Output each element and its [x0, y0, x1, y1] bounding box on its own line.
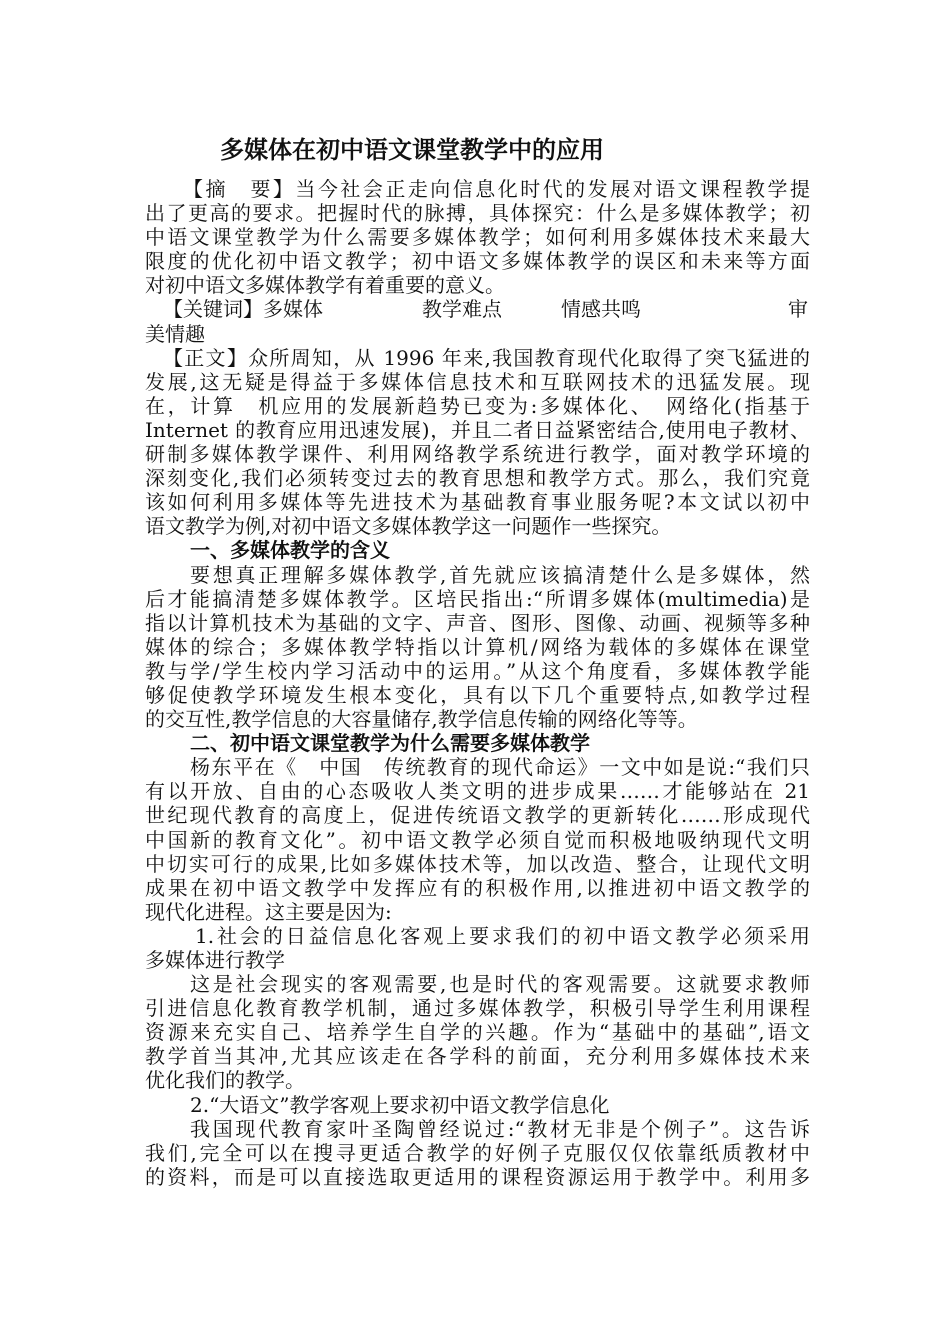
body-line: 该如何利用多媒体等先进技术为基础教育事业服务呢?本文试以初中 [145, 490, 810, 515]
keyword: 情感共鸣 [561, 297, 641, 322]
body-line: 教学首当其冲,尤其应该走在各学科的前面，充分利用多媒体技术来 [145, 1044, 810, 1069]
body-line: 在，计算 机应用的发展新趋势已变为:多媒体化、 网络化(指基于 [145, 393, 810, 418]
body-line: 媒体的综合；多媒体教学特指以计算机/网络为载体的多媒体在课堂 [145, 634, 810, 659]
abstract-line: 限度的优化初中语文教学；初中语文多媒体教学的误区和未来等方面 [145, 249, 810, 274]
body-line: 杨东平在《 中国 传统教育的现代命运》一文中如是说:“我们只 [190, 755, 810, 780]
body-line: 研制多媒体教学课件、利用网络教学系统进行教学，面对教学环境的 [145, 442, 810, 467]
body-line: 中切实可行的成果,比如多媒体技术等，加以改造、整合，让现代文明 [145, 851, 810, 876]
body-line: 有以开放、自由的心态吸收人类文明的进步成果……才能够站在 21 [145, 779, 810, 804]
abstract-line: 【摘 要】当今社会正走向信息化时代的发展对语文课程教学提 [183, 177, 810, 201]
keywords-label: 【关键词】多媒体 [163, 297, 323, 322]
body-line: 要想真正理解多媒体教学,首先就应该搞清楚什么是多媒体，然 [190, 562, 810, 587]
keywords-line [145, 297, 810, 321]
body-line: 的交互性,教学信息的大容量储存,教学信息传输的网络化等等。 [145, 707, 698, 732]
abstract-line: 出了更高的要求。把握时代的脉搏，具体探究：什么是多媒体教学；初 [145, 201, 810, 226]
body-line: 引进信息化教育教学机制，通过多媒体教学，积极引导学生利用课程 [145, 996, 810, 1021]
body-line: 世纪现代教育的高度上，促进传统语文教学的更新转化……形成现代 [145, 803, 810, 828]
subsection-heading: 多媒体进行教学 [145, 948, 285, 972]
body-line: 我国现代教育家叶圣陶曾经说过:“教材无非是个例子”。这告诉 [190, 1116, 810, 1141]
abstract-line: 对初中语文多媒体教学有着重要的意义。 [145, 273, 505, 298]
body-line: 【正文】众所周知，从 1996 年来,我国教育现代化取得了突飞猛进的 [163, 345, 810, 370]
section-heading: 二、初中语文课堂教学为什么需要多媒体教学 [190, 731, 590, 756]
section-heading: 一、多媒体教学的含义 [190, 538, 390, 563]
body-line: Internet 的教育应用迅速发展)，并且二者日益紧密结合,使用电子教材、 [145, 417, 810, 442]
abstract-line: 中语文课堂教学为什么需要多媒体教学；如何利用多媒体技术来最大 [145, 225, 810, 250]
body-line: 语文教学为例,对初中语文多媒体教学这一问题作一些探究。 [145, 514, 672, 539]
keyword: 教学难点 [422, 297, 502, 322]
body-line: 成果在初中语文教学中发挥应有的积极作用,以推进初中语文教学的 [145, 875, 810, 900]
body-line: 中国新的教育文化”。初中语文教学必须自觉而积极地吸纳现代文明 [145, 827, 810, 852]
document-title: 多媒体在初中语文课堂教学中的应用 [220, 135, 604, 164]
body-line: 指以计算机技术为基础的文字、声音、图形、图像、动画、视频等多种 [145, 610, 810, 635]
body-line: 我们,完全可以在搜寻更适合教学的好例子克服仅仅依靠纸质教材中 [145, 1140, 810, 1165]
body-line: 深刻变化,我们必须转变过去的教育思想和教学方式。那么，我们究竟 [145, 466, 810, 491]
body-line: 资源来充实自己、培养学生自学的兴趣。作为“基础中的基础”,语文 [145, 1020, 810, 1045]
keyword: 审 [788, 297, 808, 322]
subsection-heading: 2.“大语文”教学客观上要求初中语文教学信息化 [190, 1092, 610, 1117]
body-line: 够促使教学环境发生根本变化，具有以下几个重要特点,如教学过程 [145, 682, 810, 707]
body-line: 的资料，而是可以直接选取更适用的课程资源运用于教学中。利用多 [145, 1164, 810, 1189]
body-line: 发展,这无疑是得益于多媒体信息技术和互联网技术的迅猛发展。现 [145, 369, 810, 394]
body-line: 这是社会现实的客观需要,也是时代的客观需要。这就要求教师 [190, 972, 810, 997]
body-line: 现代化进程。这主要是因为: [145, 899, 392, 924]
document-body [145, 177, 810, 1189]
body-line: 教与学/学生校内学习活动中的运用。”从这个角度看，多媒体教学能 [145, 658, 810, 683]
body-line: 后才能搞清楚多媒体教学。区培民指出:“所谓多媒体(multimedia)是 [145, 586, 810, 611]
keywords-line: 美情趣 [145, 321, 205, 346]
subsection-heading: 1.社会的日益信息化客观上要求我们的初中语文教学必须采用 [195, 923, 810, 948]
body-line: 优化我们的教学。 [145, 1068, 305, 1093]
